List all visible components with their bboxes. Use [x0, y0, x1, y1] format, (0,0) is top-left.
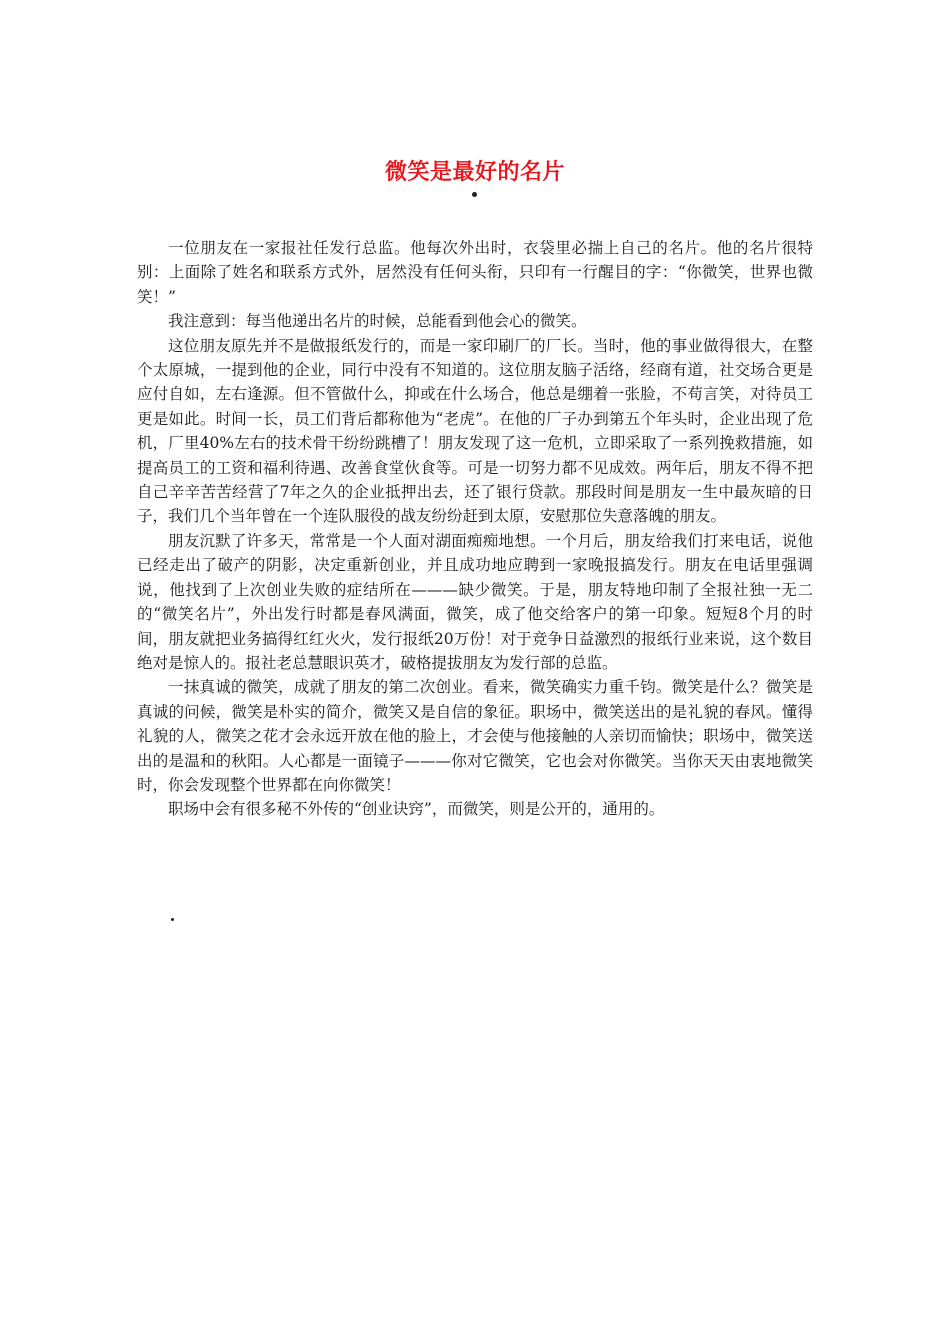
title-bullet-dot: [472, 192, 477, 197]
paragraph: 一抹真诚的微笑，成就了朋友的第二次创业。看来，微笑确实力重千钧。微笑是什么？微笑是真诚的问候，微笑是朴实的简介，微笑又是自信的象征。职场中，微笑送出的是礼貌的春风。懂得礼貌的人，微笑之花才会永远开放在他的脸上，才会使与他接触的人亲切而愉快；职场中，微笑送出的是温和的秋阳。人心都是一面镜子———你对它微笑，它也会对你微笑。当你天天由衷地微笑时，你会发现整个世界都在向你微笑！: [137, 678, 813, 794]
paragraph: 这位朋友原先并不是做报纸发行的，而是一家印刷厂的厂长。当时，他的事业做得很大，在整个太原城，一提到他的企业，同行中没有不知道的。这位朋友脑子活络，经商有道，社交场合更是应付自如，左右逢源。但不管做什么，抑或在什么场合，他总是绷着一张脸，不苟言笑，对待员工更是如此。时间一长，员工们背后都称他为“老虎”。在他的厂子办到第五个年头时，企业出现了危机，厂里40%左右的技术骨干纷纷跳槽了！朋友发现了这一危机，立即采取了一系列挽救措施，如提高员工的工资和福利待遇、改善食堂伙食等。可是一切努力都不见成效。两年后，朋友不得不把自己辛辛苦苦经营了7年之久的企业抵押出去，还了银行贷款。那段时间是朋友一生中最灰暗的日子，我们几个当年曾在一个连队服役的战友纷纷赶到太原，安慰那位失意落魄的朋友。: [137, 336, 813, 526]
paragraph: 我注意到：每当他递出名片的时候，总能看到他会心的微笑。: [168, 312, 587, 331]
page-title: 微笑是最好的名片: [384, 159, 565, 185]
end-mark-dot: [171, 918, 174, 921]
paragraph: 一位朋友在一家报社任发行总监。他每次外出时，衣袋里必揣上自己的名片。他的名片很特别：上面除了姓名和联系方式外，居然没有任何头衔，只印有一行醒目的字：“你微笑，世界也微笑！”: [137, 239, 813, 306]
paragraph: 朋友沉默了许多天，常常是一个人面对湖面痴痴地想。一个月后，朋友给我们打来电话，说他已经走出了破产的阴影，决定重新创业，并且成功地应聘到一家晚报搞发行。朋友在电话里强调说，他找到了上次创业失败的症结所在———缺少微笑。于是，朋友特地印制了全报社独一无二的“微笑名片”，外出发行时都是春风满面，微笑，成了他交给客户的第一印象。短短8个月的时间，朋友就把业务搞得红红火火，发行报纸20万份！对于竞争日益激烈的报纸行业来说，这个数目绝对是惊人的。报社老总慧眼识英才，破格提拔朋友为发行部的总监。: [137, 531, 813, 672]
article-body: [137, 236, 813, 822]
paragraph: 职场中会有很多秘不外传的“创业诀窍”，而微笑，则是公开的，通用的。: [168, 800, 665, 819]
